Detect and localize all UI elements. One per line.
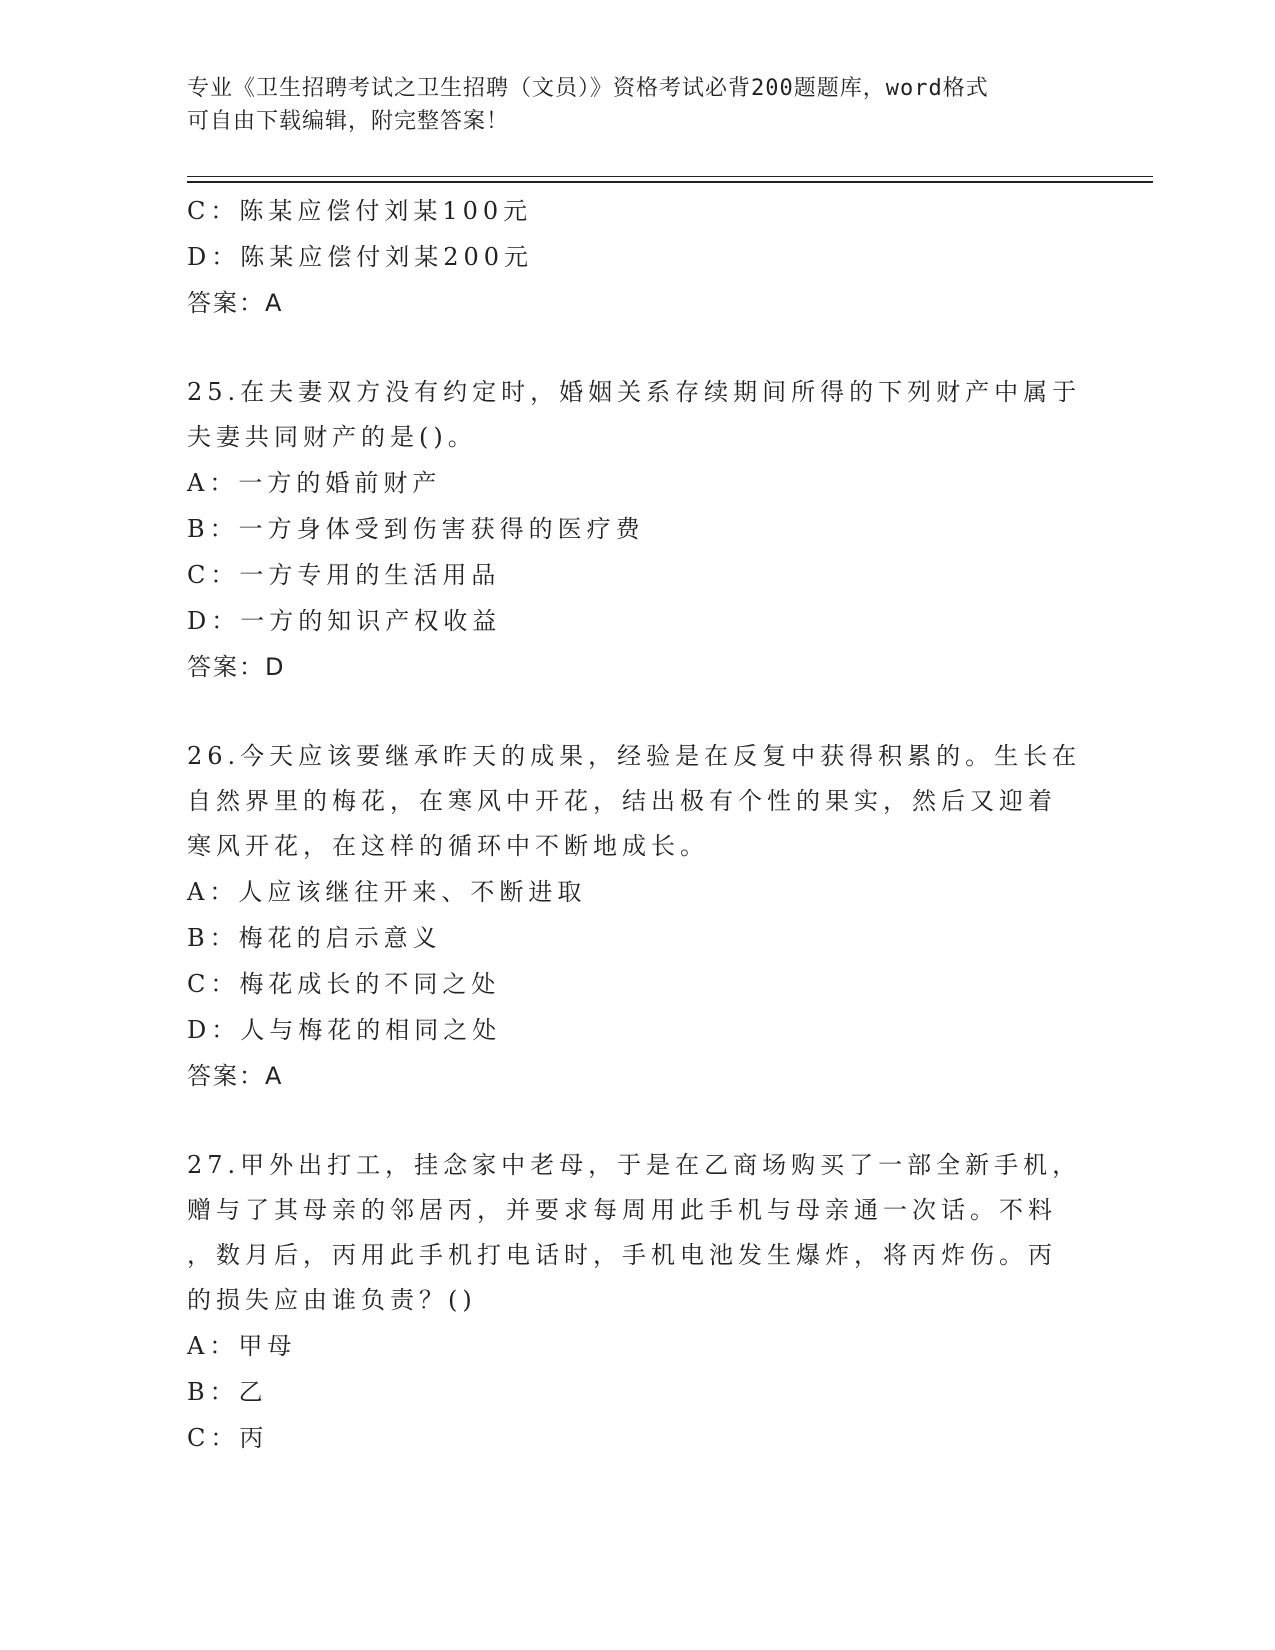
question-stem-line: 27.甲外出打工，挂念家中老母，于是在乙商场购买了一部全新手机， (187, 1151, 1082, 1179)
answer-line: 答案：D (187, 653, 286, 681)
question-stem-line: 25.在夫妻双方没有约定时，婚姻关系存续期间所得的下列财产中属于 (187, 378, 1082, 406)
question-stem-line: 26.今天应该要继承昨天的成果，经验是在反复中获得积累的。生长在 (187, 742, 1082, 770)
question-stem-line: 寒风开花，在这样的循环中不断地成长。 (187, 832, 709, 860)
spacer (187, 326, 1087, 370)
page-header (187, 72, 1087, 138)
question-stem-line: 夫妻共同财产的是()。 (187, 423, 477, 451)
option-c: C：陈某应偿付刘某100元 (187, 197, 533, 225)
question-stem-line: ，数月后，丙用此手机打电话时，手机电池发生爆炸，将丙炸伤。丙 (187, 1241, 1057, 1269)
option-c: C：丙 (187, 1424, 269, 1452)
spacer (187, 1099, 1087, 1143)
question-24-fragment (187, 188, 1087, 326)
spacer (187, 690, 1087, 734)
header-title-line-1: 专业《卫生招聘考试之卫生招聘（文员）》资格考试必背200题题库，word格式 (187, 76, 989, 101)
header-title-line-2: 可自由下载编辑，附完整答案！ (187, 109, 510, 134)
question-stem-line: 赠与了其母亲的邻居丙，并要求每周用此手机与母亲通一次话。不料 (187, 1196, 1057, 1224)
option-a: A：一方的婚前财产 (187, 469, 442, 497)
header-divider-thin (187, 176, 1153, 177)
question-26 (187, 734, 1087, 1099)
option-d: D：陈某应偿付刘某200元 (187, 243, 534, 271)
option-c: C：一方专用的生活用品 (187, 561, 501, 589)
question-27 (187, 1143, 1087, 1461)
question-25 (187, 370, 1087, 690)
question-stem-line: 自然界里的梅花，在寒风中开花，结出极有个性的果实，然后又迎着 (187, 787, 1057, 815)
answer-line: 答案：A (187, 289, 284, 317)
option-a: A：甲母 (187, 1332, 297, 1360)
option-c: C：梅花成长的不同之处 (187, 970, 501, 998)
option-b: B：一方身体受到伤害获得的医疗费 (187, 515, 645, 543)
option-b: B：梅花的启示意义 (187, 924, 442, 952)
answer-line: 答案：A (187, 1062, 284, 1090)
option-d: D：一方的知识产权收益 (187, 607, 502, 635)
option-b: B：乙 (187, 1378, 268, 1406)
document-body (187, 188, 1087, 1461)
header-divider-thick (187, 181, 1153, 183)
question-stem-line: 的损失应由谁负责？() (187, 1286, 477, 1314)
option-d: D：人与梅花的相同之处 (187, 1016, 502, 1044)
option-a: A：人应该继往开来、不断进取 (187, 878, 587, 906)
